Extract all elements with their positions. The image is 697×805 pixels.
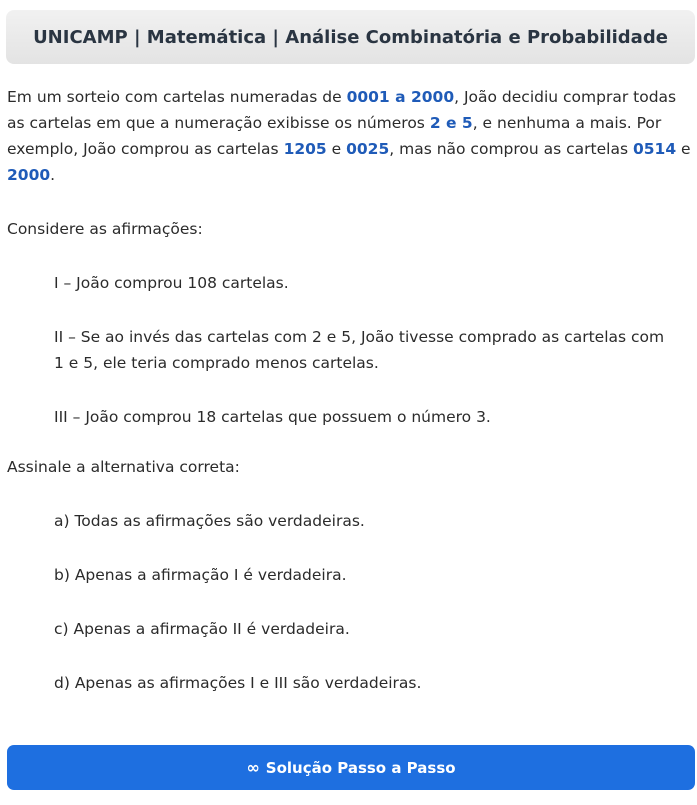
option-d: d) Apenas as afirmações I e III são verdadeiras. <box>54 674 422 692</box>
consider-label: Considere as afirmações: <box>7 220 203 238</box>
affirmation-ii-line1: II – Se ao invés das cartelas com 2 e 5, João tivesse comprado as cartelas com <box>54 328 665 346</box>
statement-text: , mas não comprou as cartelas <box>389 140 633 158</box>
infinity-icon: ∞ <box>246 758 260 777</box>
statement-highlight: 1205 <box>283 140 327 158</box>
affirmation-i: I – João comprou 108 cartelas. <box>54 274 289 292</box>
statement-highlight: 2000 <box>7 166 51 184</box>
question-label: Assinale a alternativa correta: <box>7 458 240 476</box>
page-title-text: UNICAMP | Matemática | Análise Combinatória e Probabilidade <box>33 26 668 48</box>
option-c: c) Apenas a afirmação II é verdadeira. <box>54 620 350 638</box>
statement-highlight: 0001 a 2000 <box>346 88 455 106</box>
affirmation-ii-line2: 1 e 5, ele teria comprado menos cartelas. <box>54 354 379 372</box>
statement-text: , e nenhuma a mais. Por exemplo, João comprou as cartelas <box>7 114 662 158</box>
affirmation-iii: III – João comprou 18 cartelas que possuem o número 3. <box>54 408 491 426</box>
solution-button-label: Solução Passo a Passo <box>265 758 456 777</box>
statement-text: e <box>326 140 347 158</box>
option-b: b) Apenas a afirmação I é verdadeira. <box>54 566 347 584</box>
statement-highlight: 0514 <box>632 140 677 158</box>
statement-highlight: 0025 <box>346 140 390 158</box>
option-a: a) Todas as afirmações são verdadeiras. <box>54 512 365 530</box>
statement-text: , João decidiu comprar todas as cartelas em que a numeração exibisse os números <box>7 88 677 132</box>
statement-text: Em um sorteio com cartelas numeradas de <box>7 88 347 106</box>
statement-highlight: 2 e 5 <box>429 114 473 132</box>
page-title <box>6 10 695 64</box>
question-statement <box>7 84 695 188</box>
solution-button[interactable] <box>7 745 695 790</box>
statement-text: . <box>50 166 56 184</box>
statement-text: e <box>676 140 691 158</box>
